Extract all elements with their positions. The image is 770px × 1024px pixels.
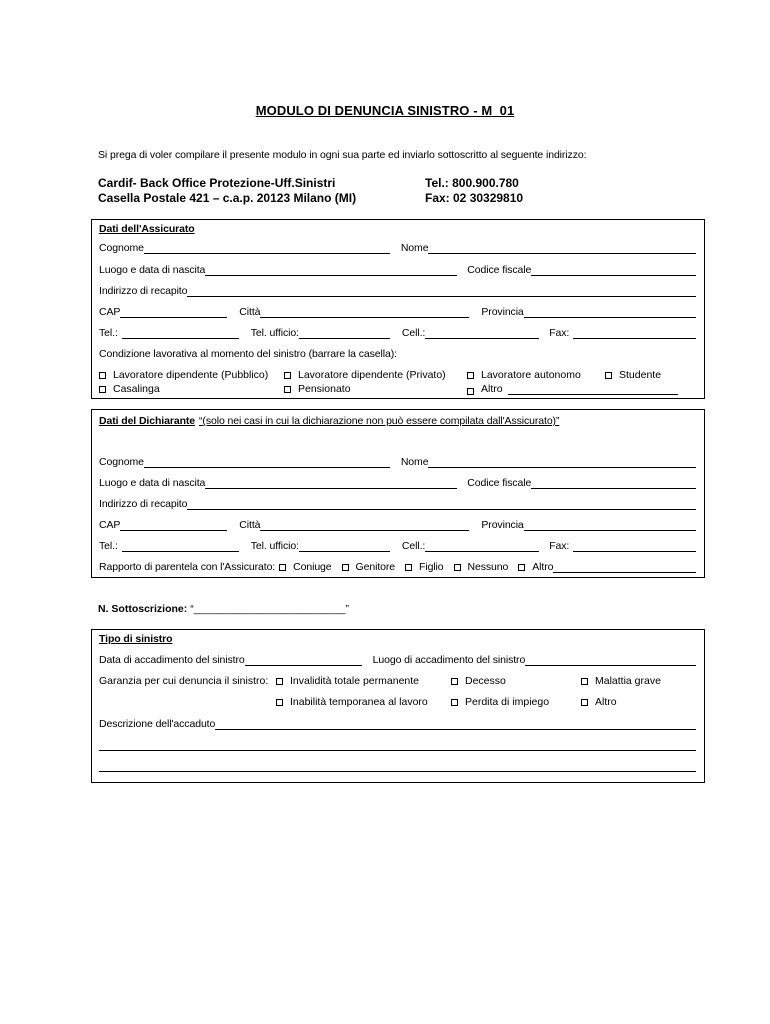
option-privato-label: Lavoratore dipendente (Privato) <box>298 369 446 381</box>
intro-text: Si prega di voler compilare il presente modulo in ogni sua parte ed inviarlo sottoscritto al seguente indirizzo: <box>98 149 587 161</box>
cognome-field[interactable] <box>144 242 390 254</box>
checkbox-parentela-altro[interactable] <box>518 564 525 571</box>
label-tel-ufficio: Tel. ufficio: <box>250 540 299 552</box>
section-dichiarante-title: Dati del Dichiarante <box>99 415 196 427</box>
figlio-label: Figlio <box>419 561 444 573</box>
checkbox-sinistro-altro[interactable] <box>581 699 588 706</box>
parentela-altro-field[interactable] <box>553 561 696 573</box>
section-sinistro <box>91 629 705 783</box>
label-nome: Nome <box>400 456 429 468</box>
parentela-figlio[interactable] <box>405 561 444 573</box>
sottoscrizione-label: N. Sottoscrizione: <box>98 603 188 615</box>
option-studente[interactable] <box>605 369 661 381</box>
fax-field[interactable] <box>573 327 696 339</box>
label-luogo-data-nascita: Luogo e data di nascita <box>99 477 206 489</box>
label-luogo-data-nascita: Luogo e data di nascita <box>99 264 206 276</box>
option-casalinga-label: Casalinga <box>113 383 160 395</box>
label-citta: Città <box>239 519 261 531</box>
citta-field[interactable] <box>260 306 469 318</box>
checkbox-autonomo[interactable] <box>467 372 474 379</box>
label-cap: CAP <box>99 306 121 318</box>
option-sinistro-altro[interactable] <box>581 696 617 708</box>
malattia-label: Malattia grave <box>595 675 661 687</box>
dich-fax-field[interactable] <box>573 540 696 552</box>
dich-cap-field[interactable] <box>120 519 227 531</box>
garanzia-label: Garanzia per cui denuncia il sinistro: <box>99 675 269 687</box>
option-casalinga[interactable] <box>99 383 160 395</box>
cap-field[interactable] <box>120 306 227 318</box>
checkbox-invalidita[interactable] <box>276 678 283 685</box>
descrizione-line-2[interactable] <box>99 750 696 751</box>
dich-provincia-field[interactable] <box>524 519 696 531</box>
dich-cognome-field[interactable] <box>144 456 390 468</box>
invalidita-label: Invalidità totale permanente <box>290 675 419 687</box>
descrizione-field[interactable] <box>215 718 696 730</box>
section-dichiarante-note: “(solo nei casi in cui la dichiarazione non può essere compilata dall'Assicurato)” <box>199 415 560 427</box>
option-autonomo-label: Lavoratore autonomo <box>481 369 581 381</box>
section-assicurato <box>91 219 705 399</box>
sottoscrizione-row <box>98 603 349 615</box>
label-citta: Città <box>239 306 261 318</box>
checkbox-perdita[interactable] <box>451 699 458 706</box>
option-privato[interactable] <box>284 369 446 381</box>
dich-citta-field[interactable] <box>260 519 469 531</box>
checkbox-casalinga[interactable] <box>99 386 106 393</box>
dich-codice-fiscale-field[interactable] <box>531 477 696 489</box>
provincia-field[interactable] <box>524 306 696 318</box>
tel-ufficio-field[interactable] <box>299 327 390 339</box>
option-invalidita[interactable] <box>276 675 419 687</box>
label-cell: Cell.: <box>401 540 426 552</box>
option-decesso[interactable] <box>451 675 506 687</box>
parentela-coniuge[interactable] <box>279 561 331 573</box>
dich-tel-field[interactable] <box>122 540 239 552</box>
option-pubblico-label: Lavoratore dipendente (Pubblico) <box>113 369 269 381</box>
checkbox-decesso[interactable] <box>451 678 458 685</box>
label-data-accadimento: Data di accadimento del sinistro <box>99 654 245 666</box>
tel-field[interactable] <box>122 327 239 339</box>
label-provincia: Provincia <box>481 306 524 318</box>
checkbox-altro[interactable] <box>467 388 474 395</box>
label-indirizzo: Indirizzo di recapito <box>99 285 188 297</box>
label-tel: Tel.: <box>99 540 118 552</box>
descrizione-line-3[interactable] <box>99 771 696 772</box>
parentela-label: Rapporto di parentela con l'Assicurato: <box>99 561 276 573</box>
label-fax: Fax: <box>549 540 570 552</box>
address-line-2: Casella Postale 421 – c.a.p. 20123 Milano (MI) <box>98 191 357 205</box>
checkbox-malattia[interactable] <box>581 678 588 685</box>
label-cell: Cell.: <box>401 327 426 339</box>
nome-field[interactable] <box>428 242 696 254</box>
label-tel-ufficio: Tel. ufficio: <box>250 327 299 339</box>
inabilita-label: Inabilità temporanea al lavoro <box>290 696 428 708</box>
parentela-altro[interactable] <box>518 561 553 573</box>
label-codice-fiscale: Codice fiscale <box>467 264 532 276</box>
option-inabilita[interactable] <box>276 696 428 708</box>
address-tel: Tel.: 800.900.780 <box>425 176 519 190</box>
option-malattia[interactable] <box>581 675 661 687</box>
codice-fiscale-field[interactable] <box>531 264 696 276</box>
dich-nome-field[interactable] <box>428 456 696 468</box>
dich-luogo-data-field[interactable] <box>205 477 457 489</box>
luogo-accadimento-field[interactable] <box>525 654 696 666</box>
decesso-label: Decesso <box>465 675 506 687</box>
altro-field[interactable] <box>508 383 678 395</box>
label-luogo-accadimento: Luogo di accadimento del sinistro <box>372 654 526 666</box>
checkbox-inabilita[interactable] <box>276 699 283 706</box>
label-tel: Tel.: <box>99 327 118 339</box>
option-autonomo[interactable] <box>467 369 581 381</box>
checkbox-pubblico[interactable] <box>99 372 106 379</box>
nessuno-label: Nessuno <box>467 561 509 573</box>
checkbox-pensionato[interactable] <box>284 386 291 393</box>
parentela-nessuno[interactable] <box>454 561 509 573</box>
label-cognome: Cognome <box>99 456 144 468</box>
address-fax: Fax: 02 30329810 <box>425 191 524 205</box>
checkbox-studente[interactable] <box>605 372 612 379</box>
option-pubblico[interactable] <box>99 369 268 381</box>
sinistro-altro-label: Altro <box>595 696 617 708</box>
parentela-genitore[interactable] <box>342 561 395 573</box>
option-perdita[interactable] <box>451 696 549 708</box>
checkbox-privato[interactable] <box>284 372 291 379</box>
label-codice-fiscale: Codice fiscale <box>467 477 532 489</box>
label-cap: CAP <box>99 519 121 531</box>
dich-cell-field[interactable] <box>425 540 539 552</box>
perdita-label: Perdita di impiego <box>465 696 550 708</box>
dich-tel-ufficio-field[interactable] <box>299 540 390 552</box>
option-studente-label: Studente <box>619 369 662 381</box>
section-sinistro-title: Tipo di sinistro <box>99 633 173 645</box>
checkbox-figlio[interactable] <box>405 564 412 571</box>
data-accadimento-field[interactable] <box>245 654 362 666</box>
condizione-lavorativa-label: Condizione lavorativa al momento del sinistro (barrare la casella): <box>99 348 397 360</box>
dich-indirizzo-field[interactable] <box>187 498 696 510</box>
parentela-altro-label: Altro <box>532 561 554 573</box>
page-title: MODULO DI DENUNCIA SINISTRO - M_01 <box>255 103 515 118</box>
label-provincia: Provincia <box>481 519 524 531</box>
indirizzo-field[interactable] <box>187 285 696 297</box>
luogo-data-nascita-field[interactable] <box>205 264 457 276</box>
cell-field[interactable] <box>425 327 539 339</box>
section-dichiarante <box>91 409 705 578</box>
coniuge-label: Coniuge <box>293 561 332 573</box>
option-pensionato[interactable] <box>284 383 351 395</box>
section-assicurato-title: Dati dell'Assicurato <box>99 223 195 235</box>
checkbox-nessuno[interactable] <box>454 564 461 571</box>
option-altro[interactable] <box>467 383 678 395</box>
checkbox-genitore[interactable] <box>342 564 349 571</box>
address-line-1: Cardif- Back Office Protezione-Uff.Sinistri <box>98 176 336 190</box>
option-altro-label: Altro <box>481 383 503 395</box>
label-descrizione: Descrizione dell'accaduto <box>99 718 216 730</box>
sottoscrizione-field[interactable]: “__________________________” <box>190 603 350 615</box>
label-cognome: Cognome <box>99 242 144 254</box>
option-pensionato-label: Pensionato <box>298 383 351 395</box>
checkbox-coniuge[interactable] <box>279 564 286 571</box>
label-nome: Nome <box>400 242 429 254</box>
label-indirizzo: Indirizzo di recapito <box>99 498 188 510</box>
genitore-label: Genitore <box>355 561 396 573</box>
label-fax: Fax: <box>549 327 570 339</box>
